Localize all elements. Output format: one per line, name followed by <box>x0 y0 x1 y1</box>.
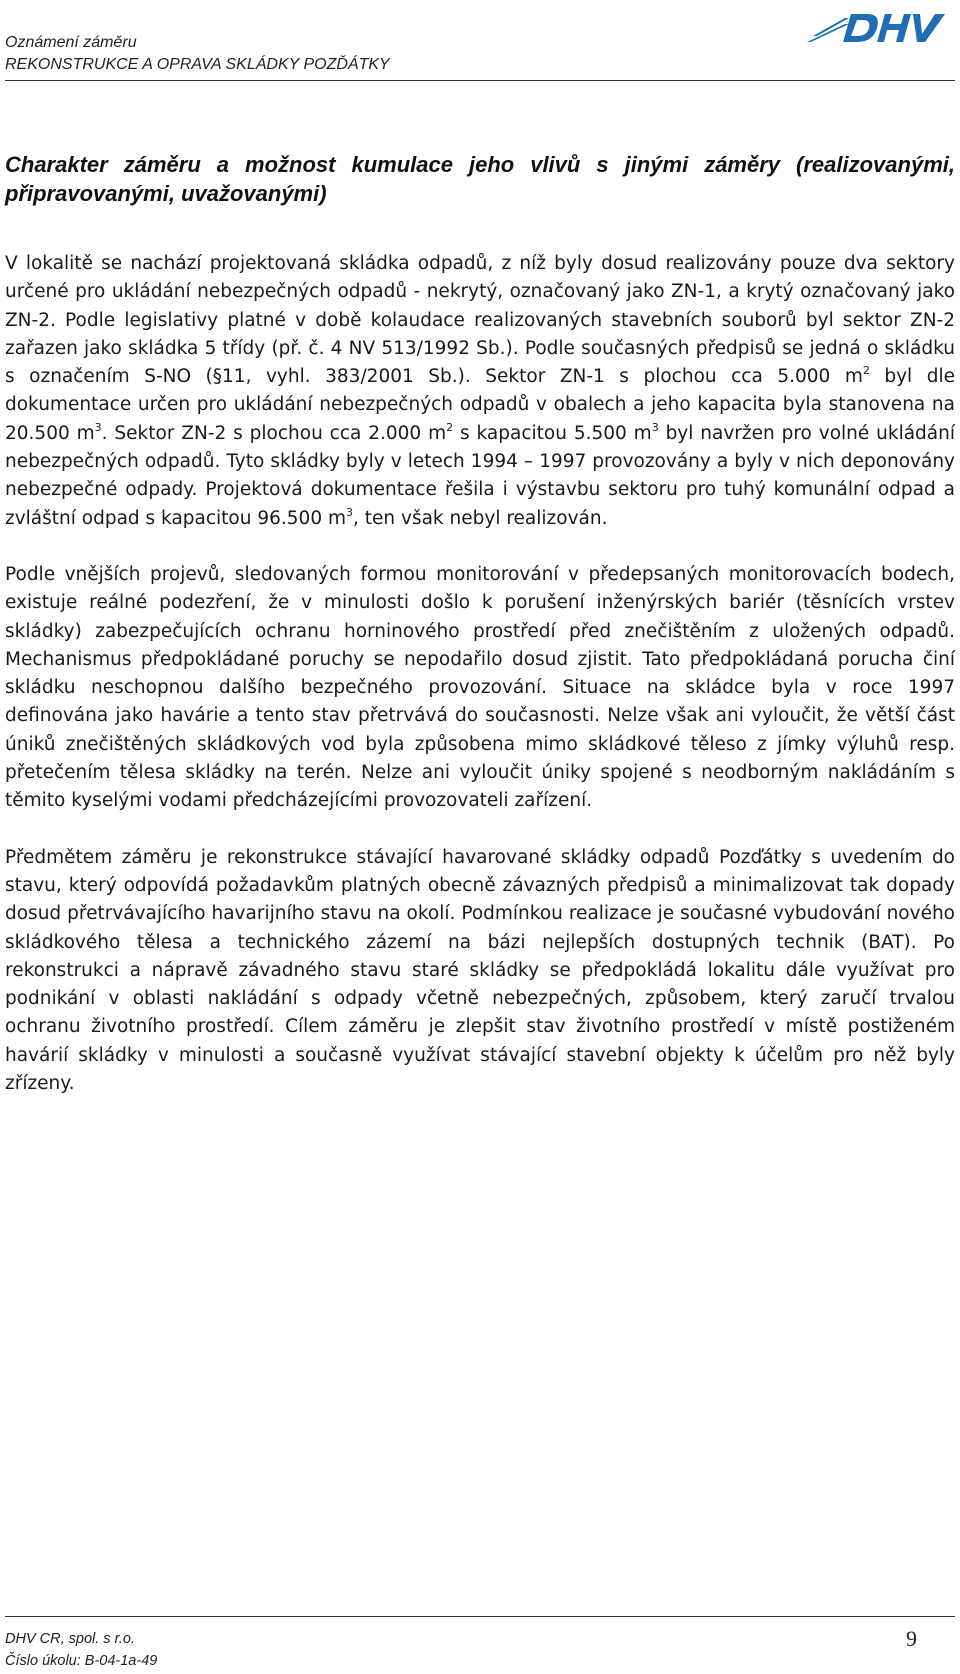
text-run: V lokalitě se nachází projektovaná skládka odpadů, z níž byly dosud realizovány pouze dva sektory určené pro ukládání nebezpečných odpadů - nekrytý, označovaný jako ZN-1, a krytý označovaný jako ZN-2. Podle legislativy platné v době kolaudace realizovaných stavebních souborů byl sektor ZN-2 zařazen jako skládka 5 třídy (př. č. 4 NV 513/1992 Sb.). Podle současných předpisů se jedná o skládku s označením S-NO (§11, vyhl. 383/2001 Sb.). Sektor ZN-1 s plochou cca 5.000 m <box>5 253 955 388</box>
text-run: , ten však nebyl realizován. <box>353 507 608 529</box>
task-number: Číslo úkolu: B-04-1a-49 <box>5 1653 158 1669</box>
paragraph-monitoring: Podle vnějších projevů, sledovaných formou monitorování v předepsaných monitorovacích bodech, existuje reálné podezření, že v minulosti došlo k porušení inženýrských bariér (těsnících vrstev skládky) zabezpečujících ochranu horninového prostředí před znečištěním z uložených odpadů. Mechanismus předpokládané poruchy se nepodařilo dosud zjistit. Tato předpokládaná porucha činí skládku neschopnou dalšího bezpečného provozování. Situace na skládce byla v roce 1997 definována jako havárie a tento stav přetrvává do současnosti. Nelze však ani vyloučit, že větší část úniků znečištěných skládkových vod byla způsobena mimo skládkové těleso z jímky výluhů resp. přetečením tělesa skládky na terén. Nelze ani vyloučit úniky spojené s neodborným nakládáním s těmito kyselými vodami předcházejícími provozovateli zařízení. <box>5 563 955 812</box>
text-run: . Sektor ZN-2 s plochou cca 2.000 m <box>101 422 447 444</box>
page-footer <box>5 1628 955 1672</box>
superscript: 3 <box>346 505 353 519</box>
page-number: 9 <box>906 1626 917 1651</box>
superscript: 3 <box>94 420 102 434</box>
text-run: byl dle dokumentace určen pro ukládání nebezpečných odpadů v obalech a jeho kapacita byla stanovena na 20.500 m <box>5 366 955 444</box>
superscript: 2 <box>862 364 870 378</box>
superscript: 3 <box>651 420 659 434</box>
project-title: REKONSTRUKCE A OPRAVA SKLÁDKY POZĎÁTKY <box>5 56 390 73</box>
document-type: Oznámení záměru <box>5 34 137 51</box>
dhv-logo <box>805 6 955 50</box>
paragraph-landfill-description <box>5 250 955 533</box>
header-text <box>5 32 390 76</box>
text-run: s kapacitou 5.500 m <box>453 422 652 444</box>
page-header <box>5 30 955 82</box>
header-divider <box>5 80 955 81</box>
paragraph-project-subject: Předmětem záměru je rekonstrukce stávající havarované skládky odpadů Pozďátky s uvedením do stavu, který odpovídá požadavkům platných obecně závazných předpisů a minimalizovat tak dopady dosud přetrvávajícího havarijního stavu na okolí. Podmínkou realizace je současné vybudování nového skládkového tělesa a technického zázemí na bázi nejlepších dostupných technik (BAT). Po rekonstrukci a nápravě závadného stavu staré skládky se předpokládá lokalitu dále využívat pro podnikání v oblasti nakládání s odpady včetně nebezpečných, způsobem, který zaručí trvalou ochranu životního prostředí. Cílem záměru je zlepšit stav životního prostředí v místě postiženém havárií skládky v minulosti a současně využívat stávající stavební objekty k účelům pro něž byly zřízeny. <box>5 846 955 1095</box>
document-body <box>5 150 955 1126</box>
text-run: byl navržen pro volné ukládání nebezpečných odpadů. Tyto skládky byly v letech 1994 – 1997 provozovány a byly v nich deponovány nebezpečné odpady. Projektová dokumentace řešila i výstavbu sektoru pro tuhý komunální odpad a zvláštní odpad s kapacitou 96.500 m <box>5 422 955 529</box>
company-name: DHV CR, spol. s r.o. <box>5 1631 135 1647</box>
footer-info <box>5 1628 157 1672</box>
footer-divider <box>5 1616 955 1617</box>
section-heading: Charakter záměru a možnost kumulace jeho vlivů s jinými záměry (realizovanými, připravovanými, uvažovanými) <box>5 152 955 206</box>
superscript: 2 <box>446 420 454 434</box>
